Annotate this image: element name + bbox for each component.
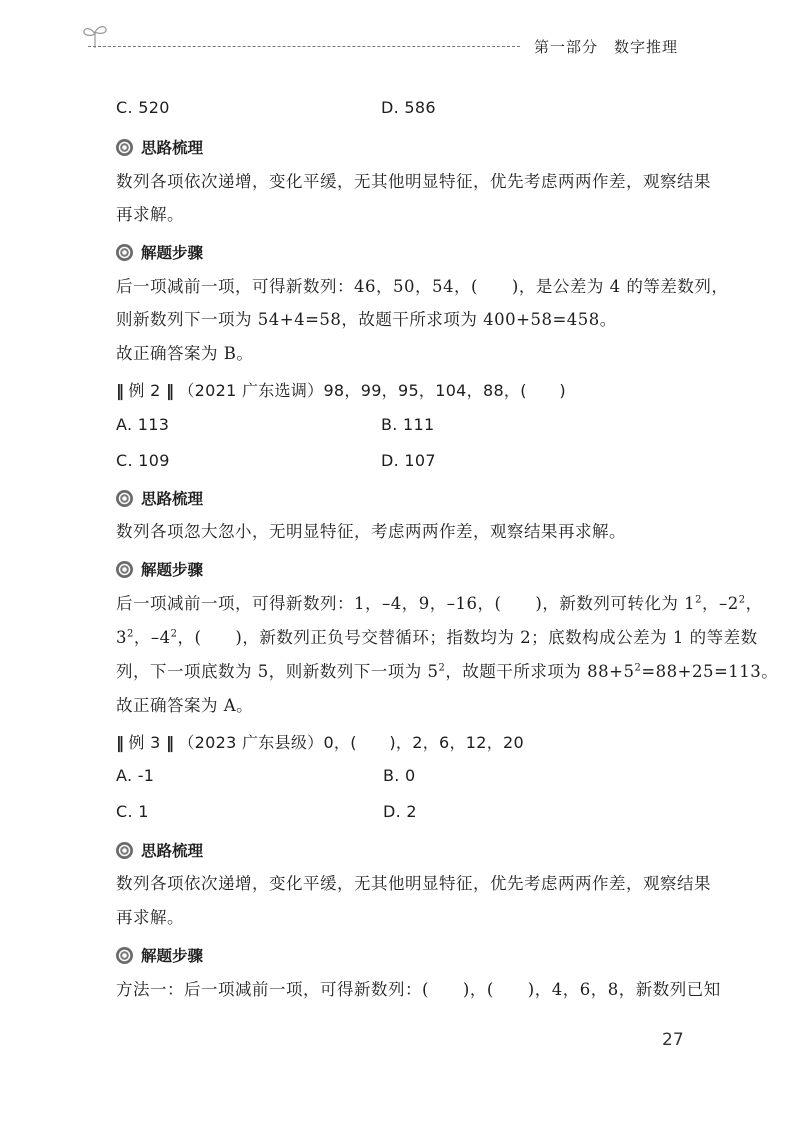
ex2-solution-line3: 列，下一项底数为 5，则新数列下一项为 $5^2$，故题干所求项为 $88+5^2=88+25=113$。 (116, 662, 779, 681)
ex2-solution-heading (116, 558, 203, 580)
ex2-option-c: C. 109 (116, 451, 170, 470)
ex2-analysis-heading-text: 思路梳理 (141, 490, 204, 508)
ex1-option-d: D. 586 (381, 98, 436, 117)
ex3-question-text: （2023 广东县级）0，( )，2，6，12，20 (178, 733, 524, 752)
section-bullet-icon (116, 244, 133, 261)
page-number: 27 (662, 1030, 684, 1050)
section-bullet-icon (116, 139, 133, 156)
ex3-solution-heading-text: 解题步骤 (141, 947, 204, 965)
ex1-analysis-heading-text: 思路梳理 (141, 139, 204, 157)
ex1-solution-heading-text: 解题步骤 (141, 244, 204, 262)
ex2-solution-line1: 后一项减前一项，可得新数列：1，–4，9，–16，( )，新数列可转化为 $1^2$，$-2^2$， (116, 594, 763, 613)
ex2-answer: 故正确答案为 A。 (116, 696, 254, 715)
ex3-analysis-line2: 再求解。 (116, 908, 184, 927)
section-bullet-icon (116, 561, 133, 578)
ex3-solution-heading (116, 944, 203, 966)
ex1-analysis-heading (116, 136, 203, 158)
section-bullet-icon (116, 842, 133, 859)
section-title: 第一部分 数字推理 (534, 38, 679, 56)
header-divider (88, 46, 520, 47)
ex1-solution-line1: 后一项减前一项，可得新数列：46，50，54，( )，是公差为 4 的等差数列， (116, 277, 729, 296)
ex3-solution-line1: 方法一：后一项减前一项，可得新数列：( )，( )，4，6，8，新数列已知 (116, 980, 721, 999)
ex3-analysis-line1: 数列各项依次递增，变化平缓，无其他明显特征，优先考虑两两作差，观察结果 (116, 874, 711, 893)
ex3-option-b: B. 0 (383, 766, 416, 785)
ex3-option-a: A. -1 (116, 766, 155, 785)
ex3-question: ‖ 例 3 ‖ （2023 广东县级）0，( )，2，6，12，20 (116, 733, 524, 752)
ex3-label: 例 3 (128, 733, 161, 752)
section-bullet-icon (116, 490, 133, 507)
ex2-analysis-line1: 数列各项忽大忽小，无明显特征，考虑两两作差，观察结果再求解。 (116, 522, 626, 541)
ex2-option-a: A. 113 (116, 415, 170, 434)
ex1-analysis-line2: 再求解。 (116, 205, 184, 224)
ex2-question-text: （2021 广东选调）98，99，95，104，88，( ) (178, 381, 566, 400)
ex2-analysis-heading (116, 487, 203, 509)
ex2-option-b: B. 111 (381, 415, 435, 434)
ex1-analysis-line1: 数列各项依次递增，变化平缓，无其他明显特征，优先考虑两两作差，观察结果 (116, 172, 711, 191)
ex2-solution-line2: $3^2$，$-4^2$，( )，新数列正负号交替循环；指数均为 2；底数构成公差为 1 的等差数 (116, 628, 758, 647)
section-bullet-icon (116, 947, 133, 964)
ex1-answer: 故正确答案为 B。 (116, 344, 254, 363)
ex1-solution-heading (116, 241, 203, 263)
ex2-label: 例 2 (128, 381, 161, 400)
ex3-option-c: C. 1 (116, 802, 149, 821)
ex2-solution-heading-text: 解题步骤 (141, 561, 204, 579)
ex3-option-d: D. 2 (383, 802, 417, 821)
ex1-option-c: C. 520 (116, 98, 170, 117)
ex2-option-d: D. 107 (381, 451, 436, 470)
ex3-analysis-heading-text: 思路梳理 (141, 842, 204, 860)
ex2-question: ‖ 例 2 ‖ （2021 广东选调）98，99，95，104，88，( ) (116, 381, 566, 400)
ex3-analysis-heading (116, 839, 203, 861)
ex1-solution-line2: 则新数列下一项为 54+4=58，故题干所求项为 400+58=458。 (116, 310, 617, 329)
